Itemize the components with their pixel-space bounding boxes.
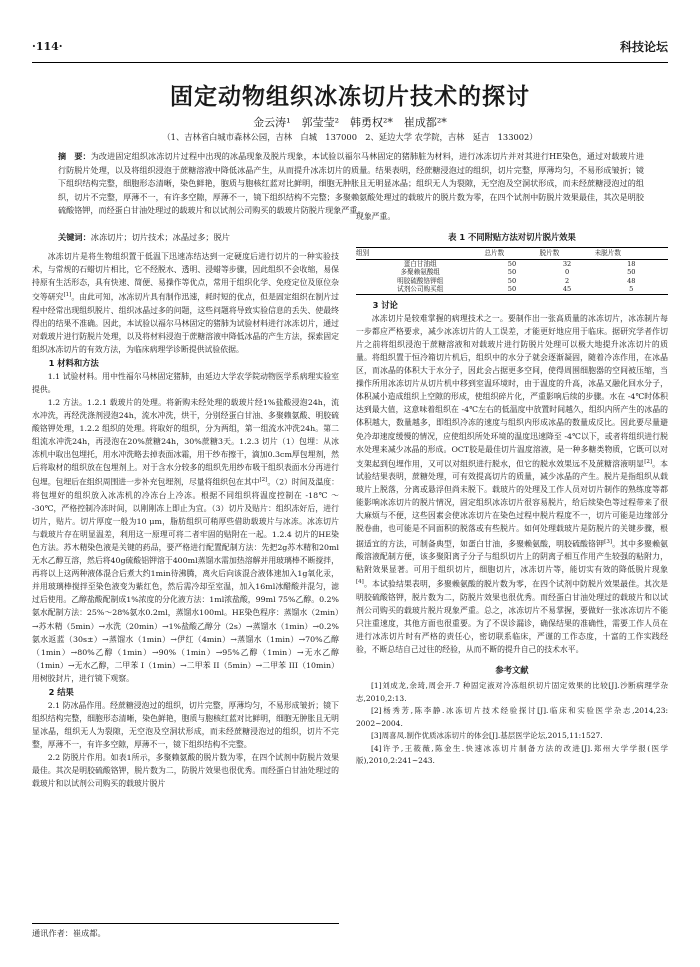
journal-name: 科技论坛 <box>619 40 668 54</box>
affiliation: （1、吉林省白城市森林公园，吉林 白城 137000 2、延边大学 农学院，吉林 延吉 133002） <box>162 132 538 142</box>
table-header: 总片数 <box>484 248 539 260</box>
article-title: 固定动物组织冰冻切片技术的探讨 <box>170 84 530 110</box>
citation: [1] <box>63 292 72 299</box>
correspondence: 通讯作者：崔成都。 <box>32 923 339 939</box>
table-row: 试剂公司购买组 50 45 5 <box>356 285 668 294</box>
keywords-text: 冰冻切片；切片技术；冰晶过多；脱片 <box>90 232 230 242</box>
paragraph-continued: 现象严重。 <box>356 212 396 221</box>
right-column <box>356 210 668 955</box>
paragraph: 冰冻切片是将生物组织置于低温下迅速冻结达到一定硬度后进行切片的一种实验技术，与常规的石蜡切片相比，它不经脱水、透明、浸蜡等步骤，因此组织不会收缩，易保持原有生活形态，具有快速、简便、易操作等优点，常用于组织化学、免疫定位及原位杂交等研究[1]。由此可知，冰冻切片具有制作迅速，耗时短的优点，但是固定组织在制片过程中经常出现组织脱片、组织冰晶过多的问题，这些问题将导致实验信息的丢失、使最终得出的结果不准确。因此，本试验以福尔马林固定的猪肺为试验材料进行冰冻切片，通过对载玻片进行防脱片处理，以及将材料浸泡于蔗糖溶液中降低冰晶的产生方法，探索固定组织冰冻切片的有效方法，为临床病理学诊断提供试验依据。 <box>32 252 339 354</box>
paragraph: 1.1 试验材料。用中性福尔马林固定猪肺，由延边大学农学院动物医学系病理实验室提供。 <box>32 372 339 395</box>
table-header: 组别 <box>356 248 484 260</box>
paragraph: 2.2 防脱片作用。如表1所示，多聚赖氨酸的脱片数为零，在四个试剂中防脱片效果最佳。其次是明胶硫酸铬钾，脱片数为二，防脱片效果也很优秀。而经蛋白甘油处理过的载玻片和以试剂公司购买的载玻片脱片 <box>32 753 339 789</box>
section-heading: 2 结果 <box>48 686 74 697</box>
left-column <box>32 250 339 925</box>
table-row: 蛋白甘油组 50 32 18 <box>403 259 636 268</box>
header-rule <box>32 62 668 63</box>
paragraph: 2.1 防冰晶作用。经蔗糖浸泡过的组织，切片完整，厚薄均匀，不易形成皱折；镜下组织结构完整，细胞形态清晰，染色鲜艳，胞质与胞核红蓝对比鲜明，细胞无肿胀且无明显冰晶，组织无人为裂隙，无空泡及空洞状形成，而未经蔗糖浸泡过的组织，切片不完整，厚薄不一，有许多空隙，厚薄不一，镜下组织结构不完整。 <box>32 700 339 749</box>
page-number: ·114· <box>32 40 63 53</box>
abstract-text: 为改进固定组织冰冻切片过程中出现的冰晶现象及脱片现象，本试验以福尔马林固定的猪肺脏为材料，进行冰冻切片并对其进行HE染色，通过对载玻片进行防脱片处理，以及将组织浸泡于蔗糖溶液中降低冰晶产生，从而提升冰冻切片的质量。结果表明，经蔗糖浸泡过的组织，切片完整，厚薄均匀，不易形成皱折；镜下组织结构完整，细胞形态清晰，染色鲜艳，胞质与胞核红蓝对比鲜明，细胞无肿胀且无明显冰晶；组织无人为裂隙，无空泡及空洞状形成，而未经蔗糖浸泡过的组织，切片不完整，厚薄不一，有许多空隙，厚薄不一，镜下组织结构不完整；多聚赖氨酸处理过的载玻片的脱片数为零，在四个试剂中防脱片效果最佳，其次是明胶硫酸铬钾，而经蛋白甘油处理过的载玻片和以试剂公司购买的载玻片防脱片现象严重。 <box>58 151 644 216</box>
authors: 金云涛¹ 郭莹莹² 韩勇权²* 崔成都²* <box>253 116 447 129</box>
citation: [4] <box>356 579 364 586</box>
citation: [3] <box>604 538 612 545</box>
citation: [2] <box>259 477 268 484</box>
section-heading: 1 材料和方法 <box>48 357 99 368</box>
reference-item: [3]周喜凤.制作优质冰冻切片的体会[J].基层医学论坛,2015,11:1527. <box>371 731 603 741</box>
keywords-label: 关键词： <box>58 232 91 242</box>
reference-item: [1]刘成龙,余琦,周会开.7 种固定液对冷冻组织切片固定效果的比较[J].沙断病理学杂志,2010,2:13. <box>356 681 668 703</box>
running-header <box>32 36 668 56</box>
table-row: 多聚赖氨酸组 50 0 50 <box>400 268 636 277</box>
references-heading: 参考文献 <box>495 665 529 676</box>
results-table <box>356 247 668 295</box>
table-row: 明胶硫酸铬钾组 50 2 48 <box>397 276 636 285</box>
table-header: 未脱片数 <box>595 248 668 260</box>
reference-item: [4]许予,王筱薇,陈金生.快速冰冻切片制备方法的改进[J].郑州大学学报(医学版),2010,2:241~243. <box>356 743 668 766</box>
table-caption: 表 1 不同附贴方法对切片脱片效果 <box>448 232 576 243</box>
paragraph: 1.2 方法。1.2.1 载玻片的处理。将新购未经处理的载玻片经1%盐酸浸泡24h，流水冲洗，再经洗涤剂浸泡24h，流水冲洗，烘干，分别经蛋白甘油、多聚赖氨酸、明胶硫酸铬钾处理，1.2.2 组织的处理。将取好的组织，分为两组，第一组流水冲洗24h。第二组流水冲洗24h，再浸泡在20%蔗糖24h，30%蔗糖3天。1.2.3 切片（1）包埋：从冰冻机中取出包埋托，用水冲洗略去掉表面冰霜，用干纱布擦干，滴加0.3cm厚包埋剂，然后将取材的组织放在包埋剂上。对于含水分较多的组织先用纱布吸干组织表面水分再进行包埋。包埋后在组织周围进一步补充包埋剂，尽量将组织包在其中[2]。（2）时间及温度：将包埋好的组织放入冰冻机的冷冻台上冷冻。根据不同组织将温度控制在 -18℃ ～ -30℃，严格控制冷冻时间，以刚刚冻上即止为宜。（3）切片及贴片：组织冻好后，进行切片，贴片。切片厚度一般为10 μm，脂肪组织可稍厚些借助载玻片与冰冻。冰冻切片与载玻片存在明显温差，利用这一原理可将二者牢固的贴附在一起。1.2.4 切片的HE染色方法。苏木精染色液是关键的药品，要严格进行配置配制方法：先把2g苏木精和20ml无水乙醇互溶，然后将40g硫酸铝钾溶于400ml蒸馏水需加热溶解并用玻璃棒不断搅拌，再将以上这两种液体混合后煮大约1min待沸腾，离火后向该混合液体速加入1g氧化汞，并用玻璃棒搅拌至染色液变为紫红色，然后需冷却至室温，加入16ml冰醋酸并混匀，滤过后使用。乙醇盐酸配制成1%浓度的分化液方法：1ml浓盐酸，99ml 75%乙醇。0.2%氨水配制方法：25%～28%氨水0.2ml，蒸馏水100ml。HE染色程序：蒸馏水（2min）→苏木精（5min）→水洗（20min）→1%盐酸乙醇分（2s）→蒸馏水（1min）→0.2%氨水返蓝（30s±）→蒸馏水（1min）→伊红（4min）→蒸馏水（1min）→70%乙醇（1min）→80%乙醇（1min）→90%（1min）→95%乙醇（1min）→无水乙醇（1min）→无水乙醇，二甲苯 I（1min）→二甲苯 II（5min）→二甲苯 III（10min）用树胶封片，进行镜下观察。 <box>32 398 339 683</box>
table-header: 脱片数 <box>540 248 595 260</box>
citation: [2] <box>644 458 652 465</box>
section-heading: 3 讨论 <box>372 300 398 311</box>
reference-item: [2]杨秀芳,陈李静.冰冻切片技术经验探讨[J].临床和实验医学杂志,2014,23: 2002~2004. <box>356 706 668 728</box>
paragraph: 冰冻切片是较难掌握的病理技术之一。要制作出一张高质量的冰冻切片，冰冻制片每一步都应严格要求，减少冰冻切片的人工误差，才能更好地应用于临床。据研究学者作切片之前将组织浸泡于蔗糖溶液和对载玻片进行防脱片处理可以极大地提升冰冻切片的质量。将组织置于恒冷箱切片机后，组织中的水分子就会逐渐凝固，随着冷冻作用，在冰晶区，而冰晶的体积大于水分子，因此会占据更多空间，使得周围细胞器的空间被压缩，当操作所用冰冻切片从切片机中移到室温环境时，由于温度的升高，冰晶又融化回水分子，体积减小造成组织上空隙的形成，使组织碎片化，严重影响后续的步骤。水在 -4℃时体积达到最大值，这意味着组织在 -4℃左右的低温度中放置时间越久，组织内所产生的冰晶的体积越大，数量越多，即组织冷冻的速度与组织内形成冰晶的数量成反比。因此要尽量避免冷却速度缓慢的情况，应使组织所处环境的温度迅速降至 -4℃以下，或者将组织进行脱水处理来减少冰晶的形成。OCT胶是最佳切片温度溶液，是一种多糖类物质，它既可以对支架起到包埋作用，又可以对组织进行脱水，但它的脱水效果远不及蔗糖溶液明显[2]。本试验结果表明，蔗糖处理，可有效提高切片的质量，减少冰晶的产生。脱片是指组织从载玻片上脱落，分离或悬浮但尚未脱下。载玻片的处理及工作人员对切片制作的熟练度等都能影响冰冻切片的脱片情况，固定组织冰冻切片很容易脱片，给后续染色等过程带来了很大麻烦与不便，这些因素会使冰冻切片在染色过程中脱片程度不一，切片可能是边缘部分脱卷曲，也可能是不同面积的脱落或有些脱片。如何处理载玻片是防脱片的关键步骤，根据适宜的方法，可制备典型，如蛋白甘油，多聚赖氨酸，明胶硫酸铬钾[3]。其中多聚赖氨酸溶液配制方便，该多聚阳离子分子与组织切片上的阴离子相互作用产生较强的粘附力，粘附效果显著。可用于组织切片，细胞切片，冰冻切片等，能切实有效的降低脱片现象[4]。本试验结果表明，多聚赖氨酸的脱片数为零，在四个试剂中防脱片效果最佳。其次是明胶硫酸铬钾，脱片数为二，防脱片效果也很优秀。而经蛋白甘油处理过的载玻片和以试剂公司购买的载玻片脱片现象严重。总之，冰冻切片不易掌握，要做好一张冰冻切片不能只注重速度，其他方面也很重要。为了不误诊漏诊，确保结果的准确性，需要工作人员在进行冰冻切片时有严格的责任心，密切联系临床，严谨的工作态度，十富的工作实践经验，不断总结自己过往的经验，从而不断的提升自己的技术水平。 <box>356 314 668 655</box>
abstract-label: 摘 要： <box>58 151 91 161</box>
